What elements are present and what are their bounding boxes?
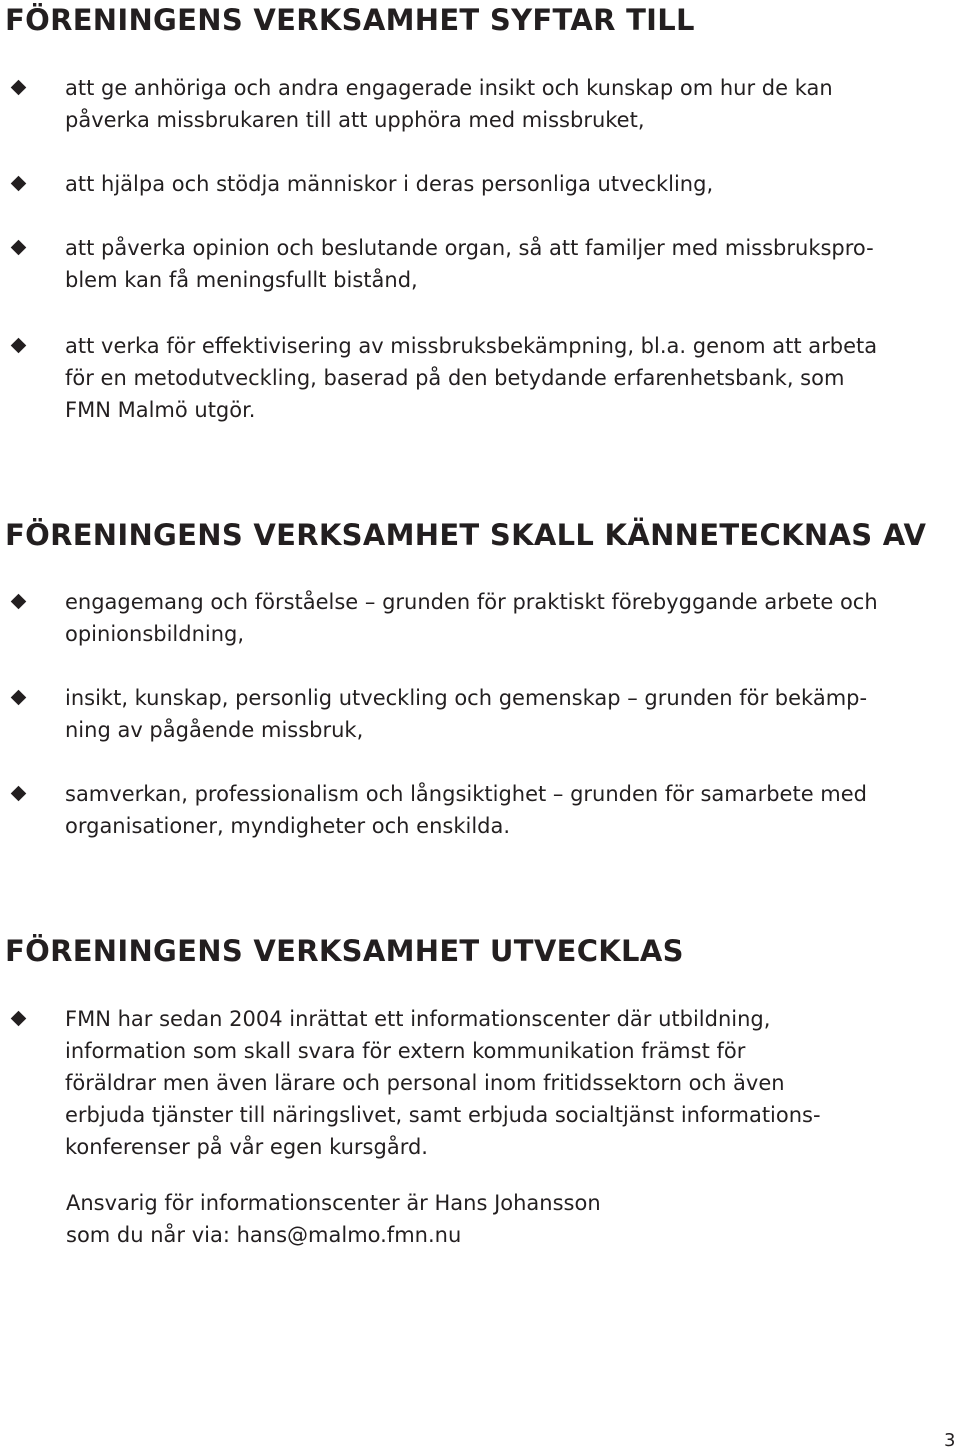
diamond-bullet-icon xyxy=(11,80,27,96)
list-item xyxy=(10,72,940,136)
list-item-text: engagemang och förståelse – grunden för praktiskt förebyggande arbete och opinionsbildning, xyxy=(65,590,878,646)
section-3-heading: FÖRENINGENS VERKSAMHET UTVECKLAS xyxy=(5,934,684,968)
list-item xyxy=(10,330,940,426)
list-item-text: att påverka opinion och beslutande organ, så att familjer med missbrukspro- blem kan få meningsfullt bistånd, xyxy=(65,236,874,292)
section-1-heading: FÖRENINGENS VERKSAMHET SYFTAR TILL xyxy=(5,3,695,37)
section-2-heading: FÖRENINGENS VERKSAMHET SKALL KÄNNETECKNAS AV xyxy=(5,518,927,552)
list-item-text: FMN har sedan 2004 inrättat ett informationscenter där utbildning, information som skall svara för extern kommunikation främst för föräldrar men även lärare och personal inom fritidssektorn och även erbjuda tjänster till näringslivet, samt erbjuda socialtjänst informations- konferenser på vår egen kursgård. xyxy=(65,1007,821,1159)
page-number: 3 xyxy=(944,1430,956,1451)
diamond-bullet-icon xyxy=(11,176,27,192)
contact-responsible: Ansvarig för informationscenter är Hans Johansson xyxy=(66,1191,601,1215)
list-item xyxy=(10,586,940,650)
list-item xyxy=(10,168,940,200)
contact-email-line: som du når via: hans@malmo.fmn.nu xyxy=(66,1223,462,1247)
list-item xyxy=(10,232,940,296)
diamond-bullet-icon xyxy=(11,338,27,354)
diamond-bullet-icon xyxy=(11,594,27,610)
list-item-text: att verka för effektivisering av missbruksbekämpning, bl.a. genom att arbeta för en metodutveckling, baserad på den betydande erfarenhetsbank, som FMN Malmö utgör. xyxy=(65,334,878,422)
diamond-bullet-icon xyxy=(11,690,27,706)
list-item xyxy=(10,1003,940,1163)
diamond-bullet-icon xyxy=(11,1011,27,1027)
list-item-text: samverkan, professionalism och långsiktighet – grunden för samarbete med organisationer, myndigheter och enskilda. xyxy=(65,782,868,838)
diamond-bullet-icon xyxy=(11,240,27,256)
list-item-text: insikt, kunskap, personlig utveckling och gemenskap – grunden för bekämp- ning av pågående missbruk, xyxy=(65,686,868,742)
list-item xyxy=(10,682,940,746)
contact-info xyxy=(66,1187,936,1251)
list-item xyxy=(10,778,940,842)
diamond-bullet-icon xyxy=(11,786,27,802)
list-item-text: att ge anhöriga och andra engagerade insikt och kunskap om hur de kan påverka missbrukaren till att upphöra med missbruket, xyxy=(65,76,833,132)
list-item-text: att hjälpa och stödja människor i deras personliga utveckling, xyxy=(65,172,714,196)
